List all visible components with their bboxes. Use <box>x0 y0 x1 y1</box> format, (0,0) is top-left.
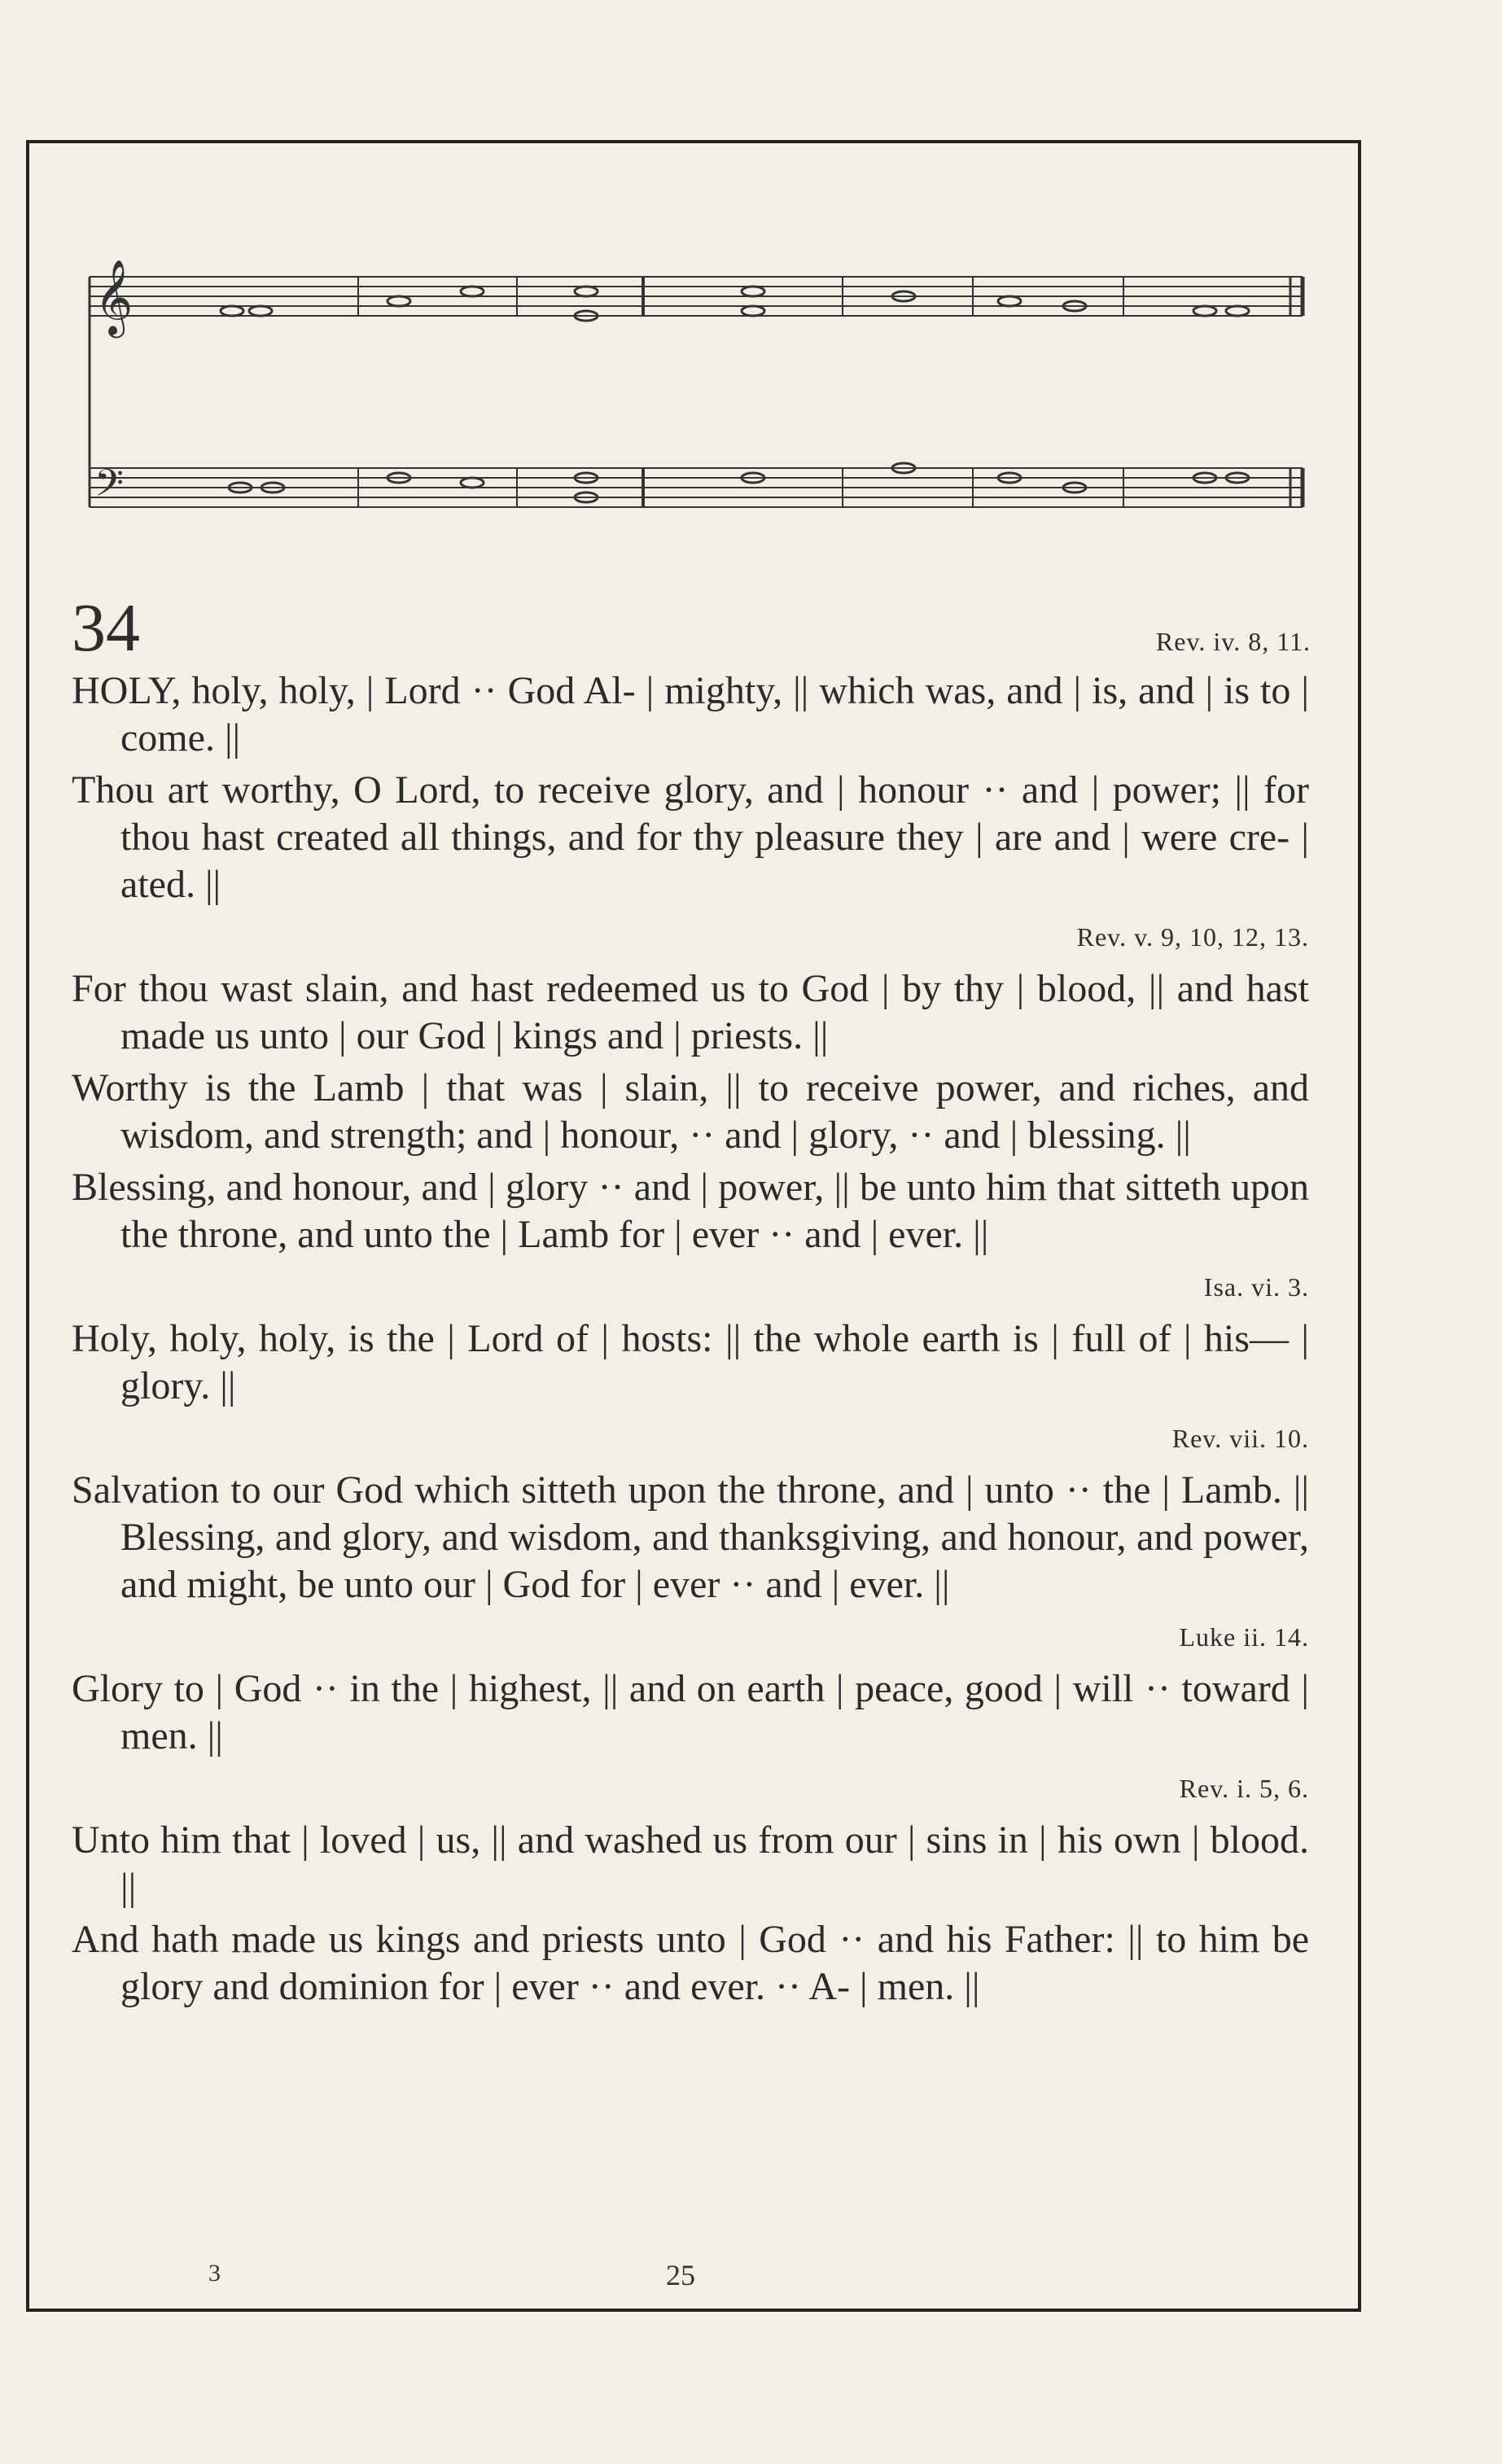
scripture-reference: Isa. vi. 3. <box>1203 1272 1309 1302</box>
page-number: 25 <box>666 2259 695 2291</box>
svg-text:𝄢: 𝄢 <box>94 462 125 514</box>
verse: HOLY, holy, holy, | Lord ·· God Al- | mighty, || which was, and | is, and | is to | come. || <box>72 669 1309 759</box>
scripture-reference: Rev. i. 5, 6. <box>1179 1774 1309 1803</box>
verse: Blessing, and honour, and | glory ·· and | power, || be unto him that sitteth upon the throne, and unto the | Lamb for | ever ·· and | ever. || <box>72 1166 1309 1256</box>
scripture-reference: Rev. iv. 8, 11. <box>1155 627 1311 656</box>
verse: Salvation to our God which sitteth upon the throne, and | unto ·· the | Lamb. || Blessing, and glory, and wisdom, and thanksgiving, and honour, and power, and might, be unto our | God for | ever ·· and | ever. || <box>72 1468 1309 1606</box>
verse: Unto him that | loved | us, || and washed us from our | sins in | his own | blood. || <box>72 1818 1309 1909</box>
verse: For thou wast slain, and hast redeemed us to God | by thy | blood, || and hast made us unto | our God | kings and | priests. || <box>72 967 1309 1057</box>
scripture-reference: Rev. v. 9, 10, 12, 13. <box>1076 922 1309 952</box>
scripture-reference: Luke ii. 14. <box>1179 1622 1309 1652</box>
verse: Holy, holy, holy, is the | Lord of | hosts: || the whole earth is | full of | his— | glory. || <box>72 1317 1309 1407</box>
verse: And hath made us kings and priests unto | God ·· and his Father: || to him be glory and dominion for | ever ·· and ever. ·· A- | men. || <box>72 1918 1309 2008</box>
verse: Glory to | God ·· in the | highest, || and on earth | peace, good | will ·· toward | men. || <box>72 1667 1309 1757</box>
verse: Worthy is the Lamb | that was | slain, || to receive power, and riches, and wisdom, and strength; and | honour, ·· and | glory, ·· and | blessing. || <box>72 1066 1309 1157</box>
scripture-reference: Rev. vii. 10. <box>1171 1424 1309 1453</box>
hymn-number: 34 <box>72 590 140 666</box>
signature-mark: 3 <box>208 2260 221 2287</box>
chant-text <box>72 667 1309 2015</box>
music-staff-score <box>65 244 1335 570</box>
svg-text:𝄞: 𝄞 <box>94 259 134 335</box>
verse: Thou art worthy, O Lord, to receive glory, and | honour ·· and | power; || for thou hast created all things, and for thy pleasure they | are and | were cre- | ated. || <box>72 768 1309 906</box>
